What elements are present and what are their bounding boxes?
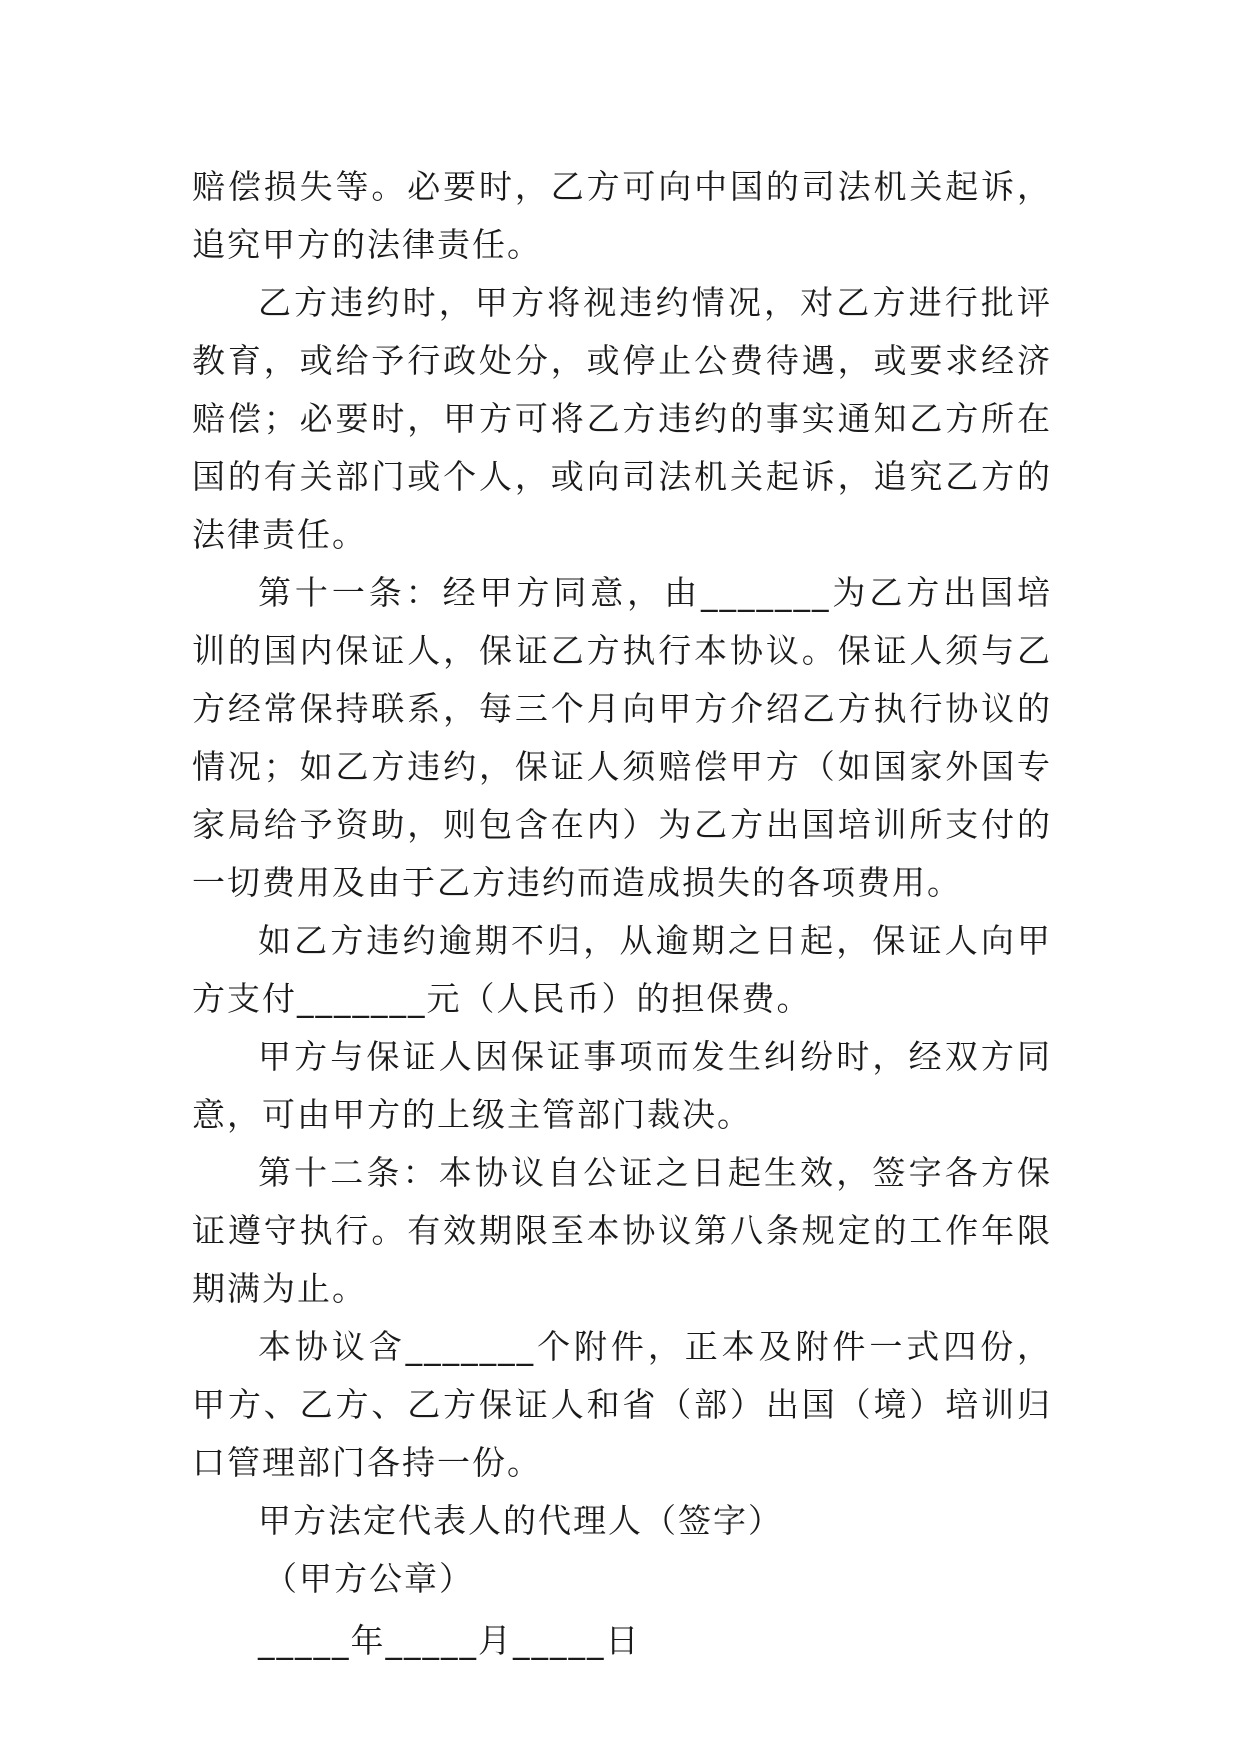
paragraph-continuation: 赔偿损失等。必要时，乙方可向中国的司法机关起诉，追究甲方的法律责任。 <box>192 167 1052 264</box>
paragraph-dispute: 甲方与保证人因保证事项而发生纠纷时，经双方同意，可由甲方的上级主管部门裁决。 <box>192 1037 1052 1134</box>
paragraph-attachments: 本协议含_______个附件，正本及附件一式四份，甲方、乙方、乙方保证人和省（部）出国（境）培训归口管理部门各持一份。 <box>192 1327 1052 1482</box>
paragraph-article-12: 第十二条：本协议自公证之日起生效，签字各方保证遵守执行。有效期限至本协议第八条规定的工作年限期满为止。 <box>192 1153 1052 1308</box>
date-line: _____年_____月_____日 <box>258 1621 641 1660</box>
paragraph-article-11: 第十一条：经甲方同意，由_______为乙方出国培训的国内保证人，保证乙方执行本协议。保证人须与乙方经常保持联系，每三个月向甲方介绍乙方执行协议的情况；如乙方违约，保证人须赔偿甲方（如国家外国专家局给予资助，则包含在内）为乙方出国培训所支付的一切费用及由于乙方违约而造成损失的各项费用。 <box>192 573 1052 902</box>
seal-label: （甲方公章） <box>264 1559 474 1598</box>
paragraph-breach-party-b: 乙方违约时，甲方将视违约情况，对乙方进行批评教育，或给予行政处分，或停止公费待遇，或要求经济赔偿；必要时，甲方可将乙方违约的事实通知乙方所在国的有关部门或个人，或向司法机关起诉，追究乙方的法律责任。 <box>192 283 1052 554</box>
signature-agent-label: 甲方法定代表人的代理人（签字） <box>258 1501 783 1540</box>
document-body <box>192 158 1052 1670</box>
paragraph-guarantee-fee: 如乙方违约逾期不归，从逾期之日起，保证人向甲方支付_______元（人民币）的担保费。 <box>192 921 1052 1018</box>
